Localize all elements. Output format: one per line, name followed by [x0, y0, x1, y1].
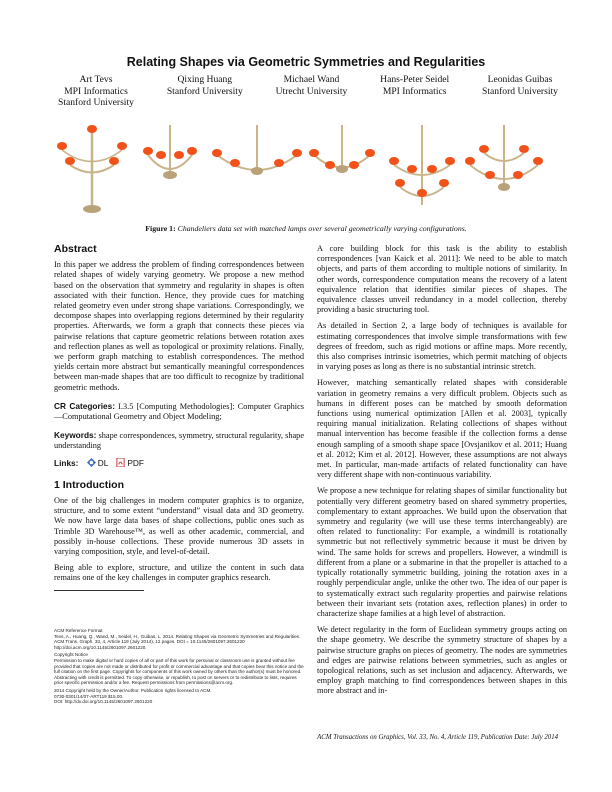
- abstract-heading: Abstract: [54, 243, 97, 255]
- chandelier-image: [57, 125, 127, 213]
- cr-categories: [54, 401, 304, 422]
- caption-text: Chandeliers data set with matched lamps over several geometrically varying configurations.: [177, 224, 467, 233]
- pdf-link[interactable]: PDF: [127, 457, 144, 468]
- intro-paragraph: Being able to explore, structure, and utilize the content in such data remains one of the key challenges in computer graphics research.: [54, 563, 304, 583]
- body-paragraph: We detect regularity in the form of Euclidean symmetry groups acting on the shape geometry. We describe the symmetry structure of shapes by a pairwise structure graphs on pieces of geometry. The nodes are symmetries and edges are pairwise relations between symmetries, such as angles or topological relations, such as set inclusion and adjacency. Afterwards, we employ graph matching to find correspondences between shapes in this more abstract and in-: [317, 625, 567, 696]
- author-affiliation: Stanford University: [482, 85, 558, 97]
- body-paragraph: We propose a new technique for relating shapes of similar functionality but potentially very different geometry based on shared symmetry properties, complementary to extant approaches. We build upon the observation that symmetry and regularity (we will use these terms interchangeably) are often related to functionality: For example, a windmill is rotationally symmetric but not reflectively symmetric because it must be driven by wind. The same holds for screws and propellers. However, a windmill is different from a plane or a submarine in that the propeller is attached to a typically rotationally symmetric building, joining the rotation axes in a roughly perpendicular angle, unlike the other two. The idea of our paper is to systematically extract such regularity properties and pairwise relations between their invariant sets (rotation axes, reflection planes) in order to characterize shape families at a high level of abstraction.: [317, 486, 567, 618]
- intro-paragraph: One of the big challenges in modern computer graphics is to organize, structure, and to some extent “understand” visual data and 3D geometry. We now have large data bases of shape collections, public ones such as Trimble 3D Warehouse™, as well as other academic, commercial, and possibly in-house collections. These provide numerous 3D assets in varying composition, style, and level-of-detail.: [54, 496, 304, 557]
- copyright-line: 2014 Copyright held by the Owner/Author. Publication rights licensed to ACM.: [54, 687, 212, 693]
- keywords-label: Keywords:: [54, 430, 97, 441]
- author-affiliation: MPI Informatics Stanford University: [58, 85, 134, 108]
- doi-line: DOI: http://dx.doi.org/10.1145/2601097.2601220: [54, 699, 153, 705]
- caption-label: Figure 1:: [145, 224, 176, 233]
- author-affiliation: MPI Informatics: [382, 85, 447, 97]
- right-column: [317, 244, 567, 703]
- chandelier-image: [212, 125, 302, 175]
- dl-icon[interactable]: [87, 458, 96, 467]
- left-column: [54, 244, 304, 595]
- reference-format-label: ACM Reference Format: [54, 628, 103, 633]
- author-name: Qixing Huang: [177, 74, 233, 85]
- chandelier-image: [389, 125, 455, 205]
- links-label: Links:: [54, 457, 79, 468]
- footnote-divider: [54, 590, 144, 591]
- keywords: [54, 430, 304, 451]
- cr-categories-label: CR Categories:: [54, 400, 115, 411]
- chandelier-image: [465, 125, 543, 191]
- paper-title: Relating Shapes via Geometric Symmetries and Regularities: [126, 55, 486, 69]
- chandelier-image: [309, 125, 375, 173]
- copyright-text: Permission to make digital or hard copies of all or part of this work for personal or classroom use is granted without fee provided that copies are not made or distributed for profit or commercial advantage and that copies bear this notice and the full citation on the first page. Copyrights for components of this work owned by others than the author(s) must be honored. Abstracting with credit is permitted. To copy otherwise, or republish, to post on servers or to redistribute to lists, requires prior specific permission and/or a fee. Request permissions from permissions@acm.org.: [54, 657, 304, 686]
- reference-format-text: Tevs, A., Huang, Q., Wand, M., Seidel, H., Guibas, L. 2014. Relating Shapes via Geometric Symmetries and Regularities. ACM Trans. Graph. 33, 4, Article 119 (July 2014), 12 pages. DOI = 10.1145/2601097.2601220 http://doi.acm.org/10.1145/2601097.2601220.: [54, 633, 301, 650]
- copyright-notice: [54, 652, 304, 686]
- figure-caption: [0, 224, 612, 233]
- author-name: Hans-Peter Seidel: [380, 74, 450, 85]
- acm-footnote: [54, 628, 304, 705]
- author-name: Leonidas Guibas: [487, 74, 553, 85]
- introduction-heading: 1 Introduction: [54, 478, 124, 491]
- reference-format: [54, 628, 304, 650]
- author-block: [482, 74, 558, 109]
- body-paragraph: A core building block for this task is the ability to establish correspondences [van Kaick et al. 2011]: We need to be able to match objects, and parts of them according to multiple notions of similarity. In other words, correspondence computation means the recovery of a latent equivalence relation that identifies similar pieces of shapes. The equivalence classes unveil redundancy in a model collection, thereby providing a basic structuring tool.: [317, 244, 567, 315]
- pdf-icon[interactable]: [116, 458, 125, 467]
- copyright-label: Copyright Notice: [54, 652, 88, 658]
- author-affiliation: Utrecht University: [275, 85, 348, 97]
- dl-link[interactable]: DL: [97, 457, 109, 468]
- keywords-text: shape correspondences, symmetry, structural regularity, shape understanding: [54, 431, 304, 451]
- author-affiliation: Stanford University: [166, 85, 243, 97]
- author-name: Art Tevs: [79, 74, 113, 85]
- chandelier-image: [143, 125, 197, 179]
- abstract-text: In this paper we address the problem of finding correspondences between related shapes of widely varying geometry. We propose a new method based on the observation that symmetry and regularity in shapes is often associated with their function. Hence, they provide cues for matching related geometry even under strong shape variations. Correspondingly, we decompose shapes into overlapping regions determined by their regularity properties. Afterwards, we form a graph that connects these pieces via pairwise relations that capture geometric relations between rotation axes and reflection planes as well as topological or proximity relations. Finally, we perform graph matching to establish correspondences. The method yields certain more abstract but semantically meaningful correspondences between man-made shapes that are too difficult to recognize by traditional geometric methods.: [54, 260, 304, 392]
- author-block: [167, 74, 243, 109]
- author-block: [58, 74, 134, 109]
- running-footer: ACM Transactions on Graphics, Vol. 33, No. 4, Article 119, Publication Date: July 2014: [317, 734, 558, 741]
- body-paragraph: As detailed in Section 2, a large body of techniques is available for estimating correspondences that involve simple transformations with few degrees of freedom, such as rigid motions or affine maps. More recently, this also comprises intrinsic isometries, which permit matching of objects in varying poses as long as there is no substantial intrinsic stretch.: [317, 321, 567, 372]
- body-paragraph: However, matching semantically related shapes with considerable variation in geometry remains a very difficult problem. Objects such as humans in different poses can be matched by smooth deformation functions using numerical optimization [Allen et al. 2003], typically requiring manual initialization. Relating collections of shapes without manual intervention has become feasible if the collection forms a dense enough sampling of a smooth shape space [Ovsjanikov et al. 2011; Huang et al. 2012; Kim et al. 2012]. However, these assumptions are not always met. In particular, man-made artifacts of related functionality can have very different shape with non-continuous variability.: [317, 378, 567, 480]
- author-block: [380, 74, 449, 109]
- links-row: [54, 458, 304, 468]
- author-list: [58, 74, 558, 109]
- author-name: Michael Wand: [283, 74, 340, 85]
- cr-categories-text: I.3.5 [Computing Methodologies]: Computer Graphics—Computational Geometry and Object Modeling;: [54, 401, 304, 422]
- teaser-figure-chandeliers: [52, 125, 560, 217]
- author-block: [276, 74, 348, 109]
- copyright-line: 0730-0301/14/07-ART119 $15.00.: [54, 693, 124, 699]
